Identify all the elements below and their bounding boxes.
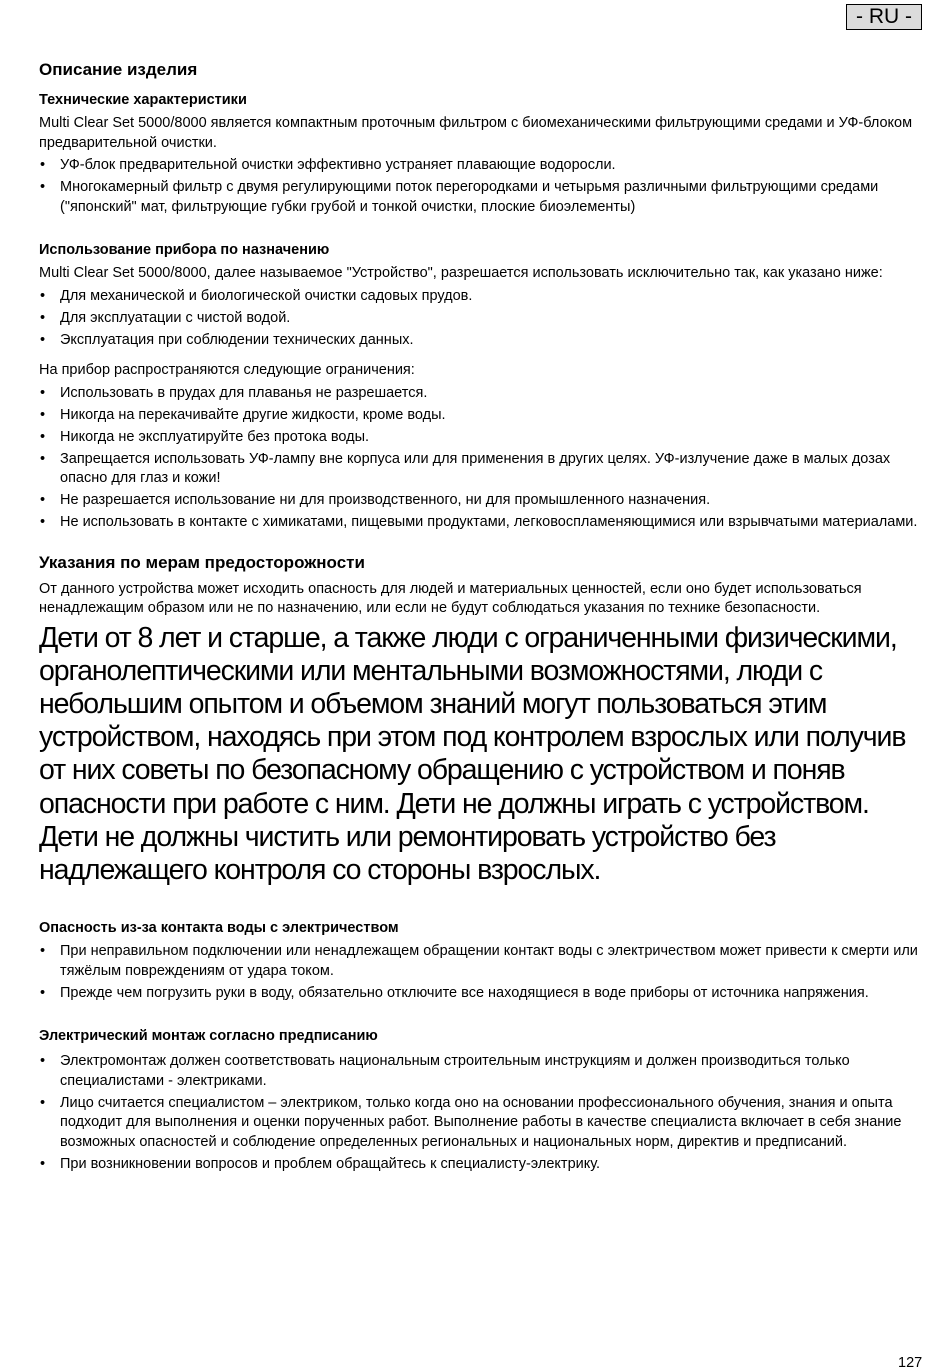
installation-heading: Электрический монтаж согласно предписанию xyxy=(39,1028,378,1045)
list-item: • Использовать в прудах для плаванья не разрешается. xyxy=(39,384,929,404)
list-item: • Прежде чем погрузить руки в воду, обязательно отключите все находящиеся в воде приборы от источника напряжения. xyxy=(39,984,929,1004)
language-badge: - RU - xyxy=(846,4,922,30)
page-number: 127 xyxy=(898,1355,923,1371)
list-item: • Для эксплуатации с чистой водой. xyxy=(39,309,929,329)
tech-specs-list xyxy=(39,156,929,217)
intended-use-heading: Использование прибора по назначению xyxy=(39,242,330,258)
restrictions-text: На прибор распространяются следующие ограничения: xyxy=(39,362,415,378)
page-content xyxy=(39,58,929,1177)
restrictions-list xyxy=(39,384,929,533)
section-title-product-description: Описание изделия xyxy=(39,60,198,79)
safety-intro: От данного устройства может исходить опасность для людей и материальных ценностей, если оно будет использоваться ненадлежащим образом или не по назначению, или если не будут соблюдаться указания по технике безопасности. xyxy=(39,580,862,616)
list-item: • Электромонтаж должен соответствовать национальным строительным инструкциям и должен производиться только специалистами - электриками. xyxy=(39,1052,929,1091)
list-item: • УФ-блок предварительной очистки эффективно устраняет плавающие водоросли. xyxy=(39,156,929,176)
intended-use-text: Multi Clear Set 5000/8000, далее называемое "Устройство", разрешается использовать исключительно так, как указано ниже: xyxy=(39,265,883,281)
intended-use-section xyxy=(39,240,929,533)
safety-section xyxy=(39,551,929,1175)
list-item: • Запрещается использовать УФ-лампу вне корпуса или для применения в других целях. УФ-излучение даже в малых дозах опасно для глаз и кожи! xyxy=(39,450,929,489)
list-item: • Эксплуатация при соблюдении технических данных. xyxy=(39,331,929,351)
list-item: • При неправильном подключении или ненадлежащем обращении контакт воды с электричеством может привести к смерти или тяжёлым повреждениям от удара током. xyxy=(39,942,929,981)
list-item: • Лицо считается специалистом – электриком, только когда оно на основании профессионального обучения, знания и опыта подходит для выполнения и оценки порученных работ. Выполнение работы в качестве специалиста включает в себя знание возможных опасностей и соблюдение определенных региональных и национальных норм, директив и предписаний. xyxy=(39,1094,929,1153)
list-item: • Никогда не эксплуатируйте без протока воды. xyxy=(39,428,929,448)
product-description-section xyxy=(39,58,929,217)
section-title-safety: Указания по мерам предосторожности xyxy=(39,552,365,572)
list-item: • Не разрешается использование ни для производственного, ни для промышленного назначения. xyxy=(39,491,929,511)
tech-specs-heading: Технические характеристики xyxy=(39,92,247,108)
list-item: • Для механической и биологической очистки садовых прудов. xyxy=(39,287,929,307)
list-item: • Многокамерный фильтр с двумя регулирующими поток перегородками и четырьмя различными фильтрующими средами ("японский" мат, фильтрующие губки грубой и тонкой очистки, плоские биоэлементы) xyxy=(39,178,929,217)
children-notice: Дети от 8 лет и старше, а также люди с ограниченными физическими, органолептическими или ментальными возможностями, люди с небольшим опытом и объемом знаний могут пользоваться этим устройством, находясь при этом под контролем взрослых или получив от них советы по безопасному обращению с устройством и поняв опасности при работе с ним. Дети не должны играть с устройством. Дети не должны чистить или ремонтировать устройство без надлежащего контроля со стороны взрослых. xyxy=(39,621,906,886)
intended-use-list xyxy=(39,287,929,351)
water-electric-heading: Опасность из-за контакта воды с электричеством xyxy=(39,920,399,937)
tech-specs-text: Multi Clear Set 5000/8000 является компактным проточным фильтром с биомеханическими фильтрующими средами и УФ-блоком предварительной очистки. xyxy=(39,115,913,151)
list-item: • Никогда на перекачивайте другие жидкости, кроме воды. xyxy=(39,406,929,426)
list-item: • При возникновении вопросов и проблем обращайтесь к специалисту-электрику. xyxy=(39,1155,929,1175)
list-item: • Не использовать в контакте с химикатами, пищевыми продуктами, легковоспламеняющимися или взрывчатыми материалами. xyxy=(39,513,929,533)
water-electric-list xyxy=(39,942,929,1003)
installation-list xyxy=(39,1052,929,1174)
